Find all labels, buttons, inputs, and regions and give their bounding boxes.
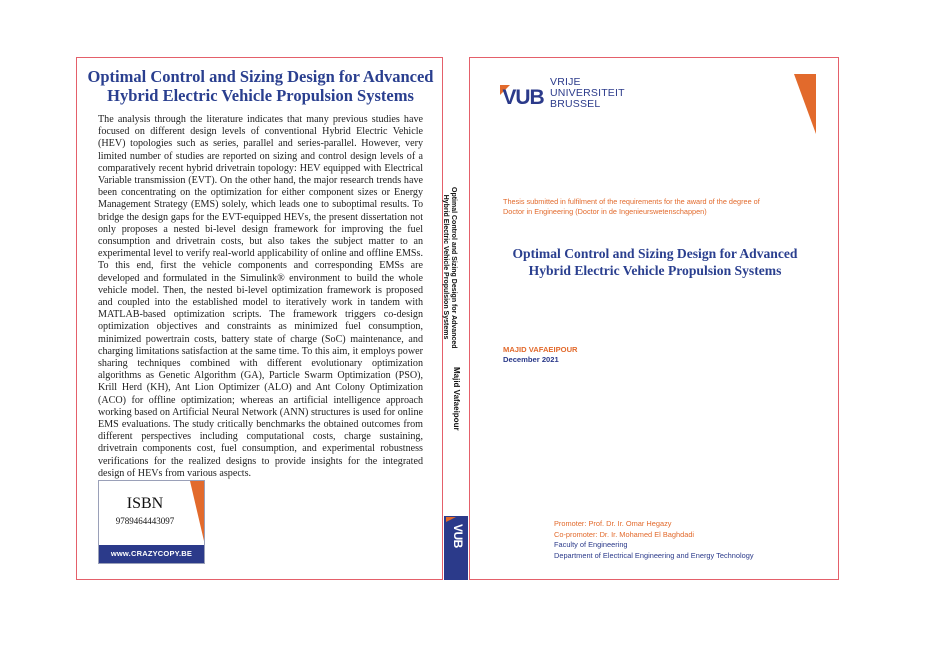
isbn-label: ISBN: [126, 495, 164, 512]
spine-title: [441, 187, 457, 347]
spine: [443, 57, 469, 580]
orange-triangle-icon: [190, 481, 204, 541]
author-name: MAJID VAFAEIPOUR: [503, 345, 578, 354]
front-cover: [469, 57, 839, 580]
faculty: Faculty of Engineering: [554, 540, 628, 549]
back-title-line-1: Optimal Control and Sizing Design for Advanced: [87, 67, 434, 86]
university-line-2: UNIVERSITEIT: [550, 87, 625, 99]
thesis-note: [503, 197, 823, 217]
abstract-text: The analysis through the literature indicates that many previous studies have focused on different design levels of conventional Hybrid Electric Vehicle (HEV) topologies such as series, parallel and series-parallel. However, very limited number of studies are reported on sizing and control design levels of a comparatively recent hybrid drivetrain topology: HEV equipped with Electrical Variable transmission (EVT). On the other hand, the major research trends have been concentrating on the optimization for either component sizes or Energy Management Strategy (EMS) solely, which leads one to suboptimal results. To bridge the design gaps for the EVT-equipped HEVs, the present dissertation not only proposes a nested bi-level design framework for improving the fuel consumption and drivetrain costs, but also takes the subject matter to an experimental level to verify real-world applicability of online and offline EMSs. To this end, first the vehicle components and corresponding EMSs are developed and formulated in the Simulink® environment to build the whole vehicle model. Then, the nested bi-level optimization framework is proposed and coupled into the established model to iteratively work in tandem with MATLAB-based optimization scripts. The framework triggers co-design optimization objectives and constraints as minimized fuel consumption, minimized powertrain costs, battery state of charge (SoC) maintenance, and charging limitations satisfaction at the same time. To this aim, it employs power sharing techniques combined with different evolutionary optimization algorithms as Genetic Algorithm (GA), Particle Swarm Optimization (PSO), Krill Herd (KH), Ant Lion Optimizer (ALO) and Ant Colony Optimization (ACO) for offline optimization; whereas an artificial intelligence approach working based on Artificial Neural Network (ANN) structures is used for online EMS evaluations. The study critically benchmarks the obtained outcomes from different perspectives including computational costs, charge sustaining, drivetrain components cost, fuel consumption, and experimental robustness verifications for the realized designs to provide insights for the integrated design of HEVs from various aspects.: [98, 114, 423, 479]
publication-date: December 2021: [503, 355, 559, 364]
vub-logo-icon: [498, 74, 548, 112]
credits: [554, 519, 754, 561]
spine-title-line-2: Hybrid Electric Vehicle Propulsion Systems: [442, 194, 449, 340]
university-line-1: VRIJE: [550, 76, 581, 88]
spine-title-line-1: Optimal Control and Sizing Design for Advanced: [450, 187, 457, 349]
front-title-line-2: Hybrid Electric Vehicle Propulsion Systems: [528, 263, 782, 278]
department: Department of Electrical Engineering and Energy Technology: [554, 550, 754, 560]
promoter: Promoter: Prof. Dr. Ir. Omar Hegazy: [554, 519, 672, 528]
back-cover-title: [77, 67, 444, 105]
publisher-url: www.CRAZYCOPY.BE: [99, 545, 204, 563]
thesis-note-line-2: Doctor in Engineering (Doctor in de Ingenieurswetenschappen): [503, 207, 707, 216]
spine-orange-triangle-icon: [446, 517, 456, 522]
front-orange-triangle-icon: [794, 74, 816, 134]
spine-logo: [444, 516, 468, 580]
front-title-line-1: Optimal Control and Sizing Design for Advanced: [512, 246, 798, 261]
co-promoter: Co-promoter: Dr. Ir. Mohamed El Baghdadi: [554, 529, 695, 539]
university-name: [550, 77, 625, 110]
back-title-line-2: Hybrid Electric Vehicle Propulsion Systems: [107, 86, 414, 105]
front-cover-title: [470, 245, 840, 279]
isbn-box: [98, 480, 205, 564]
thesis-note-line-1: Thesis submitted in fulfilment of the requirements for the award of the degree of: [503, 197, 760, 206]
spine-logo-text: VUB: [451, 524, 465, 548]
isbn-number: 9789464443097: [115, 516, 175, 526]
university-line-3: BRUSSEL: [550, 98, 601, 110]
vub-logo-text: VUB: [502, 86, 544, 109]
spine-author: Majid Vafaeipour: [452, 367, 461, 431]
back-cover: [76, 57, 443, 580]
